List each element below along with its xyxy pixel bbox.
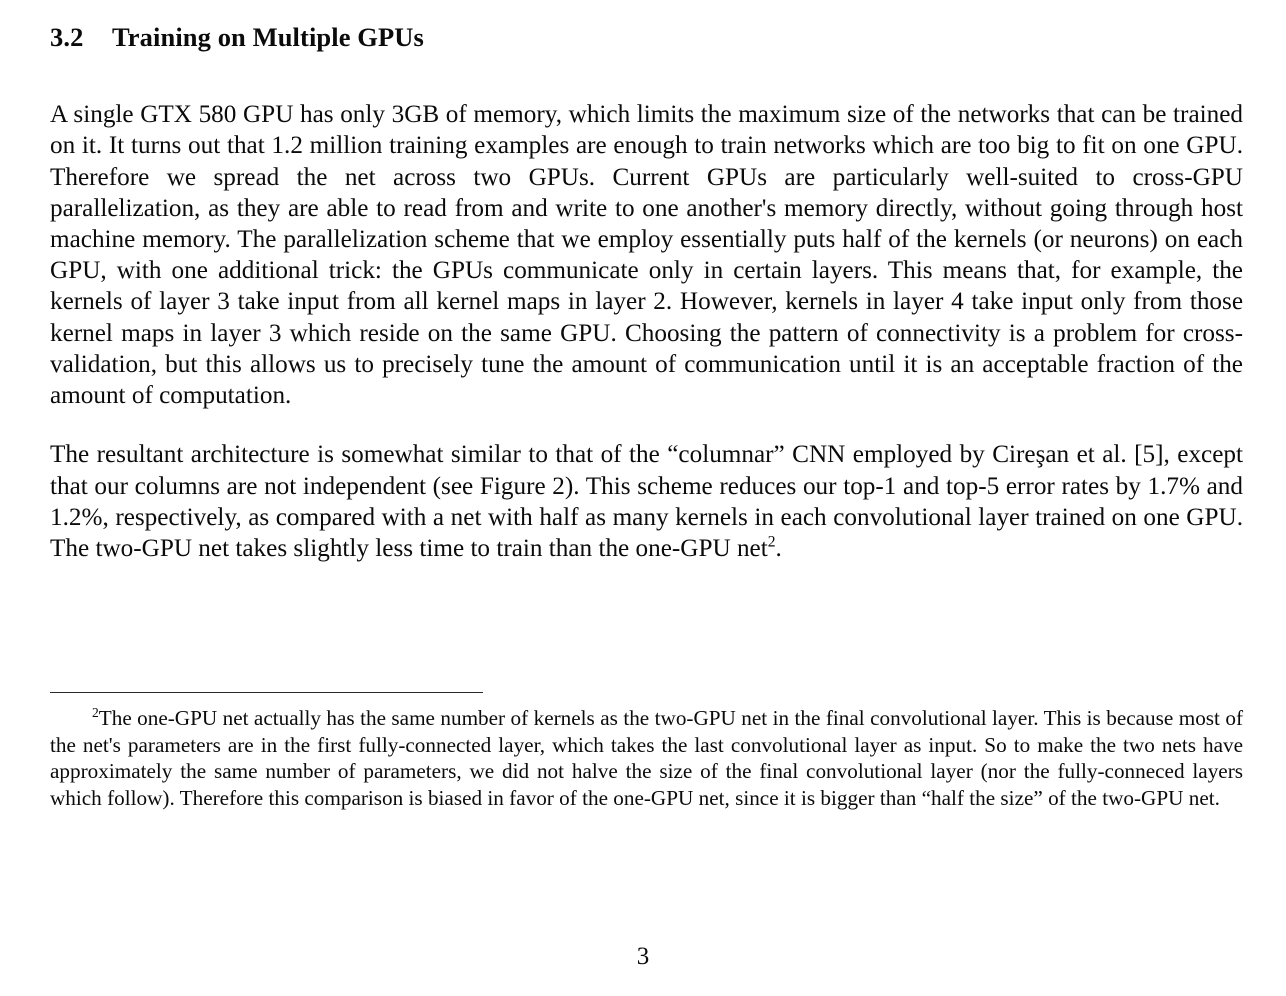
footnote-area: [50, 692, 1243, 811]
footnote-reference-marker[interactable]: 2: [767, 533, 776, 551]
footnote-body: [50, 705, 1243, 811]
page-number: 3: [636, 943, 650, 970]
footnote-marker: 2: [92, 704, 99, 720]
section-number: 3.2: [50, 22, 84, 52]
body-paragraph-1: A single GTX 580 GPU has only 3GB of memory, which limits the maximum size of the networks that can be trained on it. It turns out that 1.2 million training examples are enough to train networks which are too big to fit on one GPU. Therefore we spread the net across two GPUs. Current GPUs are particularly well-suited to cross-GPU parallelization, as they are able to read from and write to one another's memory directly, without going through host machine memory. The parallelization scheme that we employ essentially puts half of the kernels (or neurons) on each GPU, with one additional trick: the GPUs communicate only in certain layers. This means that, for example, the kernels of layer 3 take input from all kernel maps in layer 2. However, kernels in layer 4 take input only from those kernel maps in layer 3 which reside on the same GPU. Choosing the pattern of connectivity is a problem for cross-validation, but this allows us to precisely tune the amount of communication until it is an acceptable fraction of the amount of computation.: [50, 101, 1243, 410]
paragraph-2-text-tail: .: [775, 534, 782, 562]
section-title: Training on Multiple GPUs: [112, 22, 424, 52]
footnote-text: The one-GPU net actually has the same number of kernels as the two-GPU net in the final convolutional layer. This is because most of the net's parameters are in the first fully-connected layer, which takes the last convolutional layer as input. So to make the two nets have approximately the same number of parameters, we did not halve the size of the final convolutional layer (nor the fully-conneced layers which follow). Therefore this comparison is biased in favor of the one-GPU net, since it is bigger than “half the size” of the two-GPU net.: [50, 706, 1243, 810]
footnote-separator-rule: [50, 692, 483, 693]
section-heading: [50, 0, 1243, 53]
page-content: [50, 0, 1243, 564]
paragraph-2-text: The resultant architecture is somewhat similar to that of the “columnar” CNN employed by Cireşan et al. [5], except that our columns are not independent (see Figure 2). This scheme reduces our top-1 and top-5 error rates by 1.7% and 1.2%, respectively, as compared with a net with half as many kernels in each convolutional layer trained on one GPU. The two-GPU net takes slightly less time to train than the one-GPU net: [50, 441, 1243, 562]
body-paragraph-2: [50, 439, 1243, 564]
